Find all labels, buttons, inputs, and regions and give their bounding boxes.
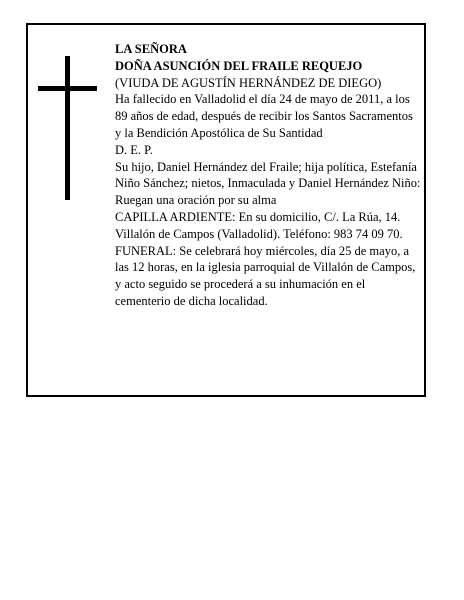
cross-horizontal-bar [38,86,97,91]
funeral-info: FUNERAL: Se celebrará hoy miércoles, día 25 de mayo, a las 12 horas, en la iglesia parroquial de Villalón de Campos, y acto seguido se procederá a su inhumación en el cementerio de dicha localidad. [115,243,416,308]
cross-icon [38,56,97,200]
rip-line: D. E. P. [115,142,153,157]
deceased-name: DOÑA ASUNCIÓN DEL FRAILE REQUEJO [115,58,363,73]
death-announcement: Ha fallecido en Valladolid el día 24 de mayo de 2011, a los 89 años de edad, después de recibir los Santos Sacramentos y la Bendición Apostólica de Su Santidad [115,92,413,140]
family-list: Su hijo, Daniel Hernández del Fraile; hija política, Estefanía Niño Sánchez; nietos, Inmaculada y Daniel Hernández Niño: [115,159,421,191]
widow-of-line: (VIUDA DE AGUSTÍN HERNÁNDEZ DE DIEGO) [115,75,382,90]
obituary-notice [26,23,426,397]
chapel-info: CAPILLA ARDIENTE: En su domicilio, C/. La Rúa, 14. Villalón de Campos (Valladolid). Teléfono: 983 74 09 70. [115,209,403,241]
notice-title: LA SEÑORA [115,42,187,56]
cross-vertical-bar [65,56,70,200]
notice-text [115,41,421,310]
prayer-request: Ruegan una oración por su alma [115,193,277,208]
